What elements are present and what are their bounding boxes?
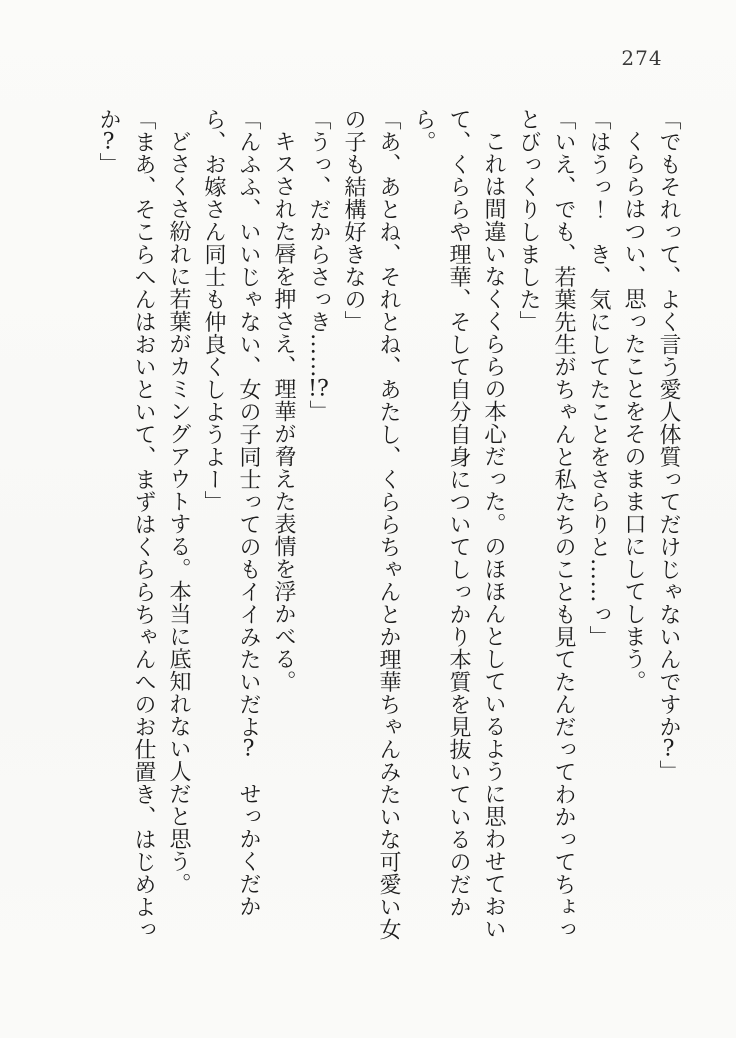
paragraph: 「あ、あとね、それとね、あたし、くららちゃんとか理華ちゃんみたいな可愛い女の子も結構好きなの」 bbox=[341, 108, 401, 941]
page-number: 274 bbox=[621, 46, 663, 70]
tatechuyoko: ? bbox=[102, 130, 115, 153]
paragraph: 「はうっ！ き、気にしてたことをさらりと……っ」 bbox=[586, 108, 611, 648]
paragraph: これは間違いなくくららの本心だった。のほほんとしているように思わせておいて、くららや理華、そして自分自身についてしっかり本質を見抜いているのだから。 bbox=[411, 108, 506, 940]
paragraph: 「いえ、でも、若葉先生がちゃんと私たちのことも見てたんだってわかってちょっとびっくりしました」 bbox=[516, 108, 576, 941]
paragraph: キスされた唇を押さえ、理華が脅えた表情を浮かべる。 bbox=[271, 130, 296, 693]
paragraph: 「んふふ、いいじゃない、女の子同士ってのもイイみたいだよ? せっかくだから、お嫁さん同士も仲良くしようよー」 bbox=[201, 108, 261, 918]
paragraph: 「うっ、だからさっき……!?」 bbox=[306, 108, 331, 423]
paragraph: くららはつい、思ったことをそのまま口にしてしまう。 bbox=[621, 130, 646, 693]
tatechuyoko: ? bbox=[242, 738, 255, 760]
paragraph: どさくさ紛れに若葉がカミングアウトする。本当に底知れない人だと思う。 bbox=[166, 130, 191, 895]
tatechuyoko: ? bbox=[662, 738, 675, 760]
paragraph: 「でもそれって、よく言う愛人体質ってだけじゃないんですか?」 bbox=[656, 108, 681, 783]
text-block bbox=[96, 108, 686, 953]
paragraph: 「まあ、そこらへんはおいといて、まずはくららちゃんへのお仕置き、はじめよっか?」 bbox=[96, 108, 156, 941]
tatechuyoko: !? bbox=[308, 378, 329, 400]
